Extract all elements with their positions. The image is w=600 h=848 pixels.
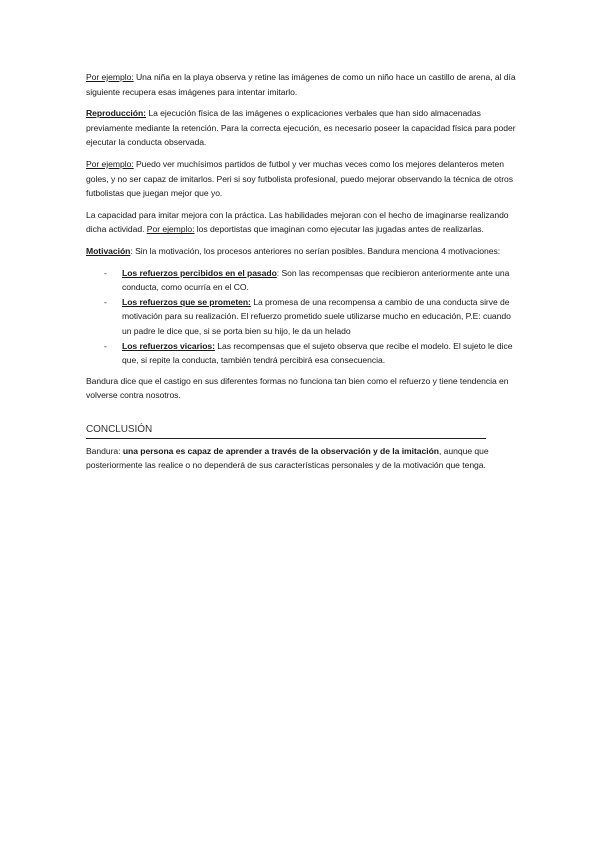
paragraph-text: La ejecución física de las imágenes o explicaciones verbales que han sido almacenadas previamente mediante la retención. Para la correcta ejecución, es necesario poseer la capacidad física para poder ejecutar la conducta observada. bbox=[86, 108, 516, 148]
paragraph-text: Bandura dice que el castigo en sus diferentes formas no funciona tan bien como el refuerzo y tiene tendencia en volverse contra nosotros. bbox=[86, 375, 509, 401]
paragraph-conclusion bbox=[86, 444, 522, 473]
list-item-term: Los refuerzos percibidos en el pasado bbox=[122, 267, 277, 278]
list-item bbox=[86, 295, 522, 339]
list-item bbox=[86, 339, 522, 368]
list-item-text: La promesa de una recompensa a cambio de una conducta sirve de motivación para su realización. El refuerzo prometido suele utilizarse mucho en educación, P.E: cuando un padre le dice que, si se porta bien su hijo, le da un helado bbox=[122, 296, 511, 336]
paragraph-example-1 bbox=[86, 70, 522, 99]
paragraph-example-2 bbox=[86, 157, 522, 201]
bullet-dash: - bbox=[104, 296, 107, 307]
paragraph-text: : Sin la motivación, los procesos anteriores no serían posibles. Bandura menciona 4 motivaciones: bbox=[130, 245, 501, 256]
list-item-term: Los refuerzos que se prometen: bbox=[122, 296, 251, 307]
example-label: Por ejemplo: bbox=[86, 158, 134, 169]
list-item-text: : Son las recompensas que recibieron anteriormente ante una conducta, como ocurría en el CO. bbox=[122, 267, 510, 293]
document-body bbox=[86, 70, 522, 480]
bullet-dash: - bbox=[104, 267, 107, 278]
conclusion-bold: una persona es capaz de aprender a través de la observación y de la imitación bbox=[122, 445, 439, 456]
paragraph-motivacion bbox=[86, 244, 522, 259]
reproduccion-term: Reproducción: bbox=[86, 108, 146, 119]
paragraph-text: Puedo ver muchísimos partidos de futbol y ver muchas veces como los mejores delanteros meten goles, y no ser capaz de imitarlos. Peri si soy futbolista profesional, puedo mejorar observando la técnica de otros futbolistas que juegan mejor que yo. bbox=[86, 158, 513, 199]
list-item-term: Los refuerzos vicarios: bbox=[122, 340, 215, 351]
list-item bbox=[86, 266, 522, 295]
motivation-list bbox=[86, 266, 522, 368]
list-item-text: Las recompensas que el sujeto observa que recibe el modelo. El sujeto le dice que, si repite la conducta, también tendrá percibirá esa consecuencia. bbox=[122, 340, 513, 366]
paragraph-practice bbox=[86, 208, 522, 237]
paragraph-reproduccion bbox=[86, 106, 522, 150]
bullet-dash: - bbox=[104, 340, 107, 351]
example-label: Por ejemplo: bbox=[86, 72, 134, 82]
example-label: Por ejemplo: bbox=[146, 224, 195, 235]
paragraph-text: La capacidad para imitar mejora con la práctica. Las habilidades mejoran con el hecho de imaginarse realizando dicha actividad. bbox=[86, 209, 509, 235]
conclusion-heading: CONCLUSIÓN bbox=[86, 423, 486, 439]
paragraph-text: Una niña en la playa observa y retine las imágenes de como un niño hace un castillo de arena, al día siguiente recupera esas imágenes para intentar imitarlo. bbox=[86, 72, 516, 97]
paragraph-castigo bbox=[86, 374, 522, 403]
paragraph-text-2: los deportistas que imaginan como ejecutar las jugadas antes de realizarlas. bbox=[194, 224, 484, 235]
paragraph-text: , aunque que posteriormente las realice o no dependerá de sus características personales y de la motivación que tenga. bbox=[86, 445, 489, 471]
conclusion-lead: Bandura: bbox=[86, 445, 123, 456]
motivacion-term: Motivación bbox=[86, 245, 131, 256]
